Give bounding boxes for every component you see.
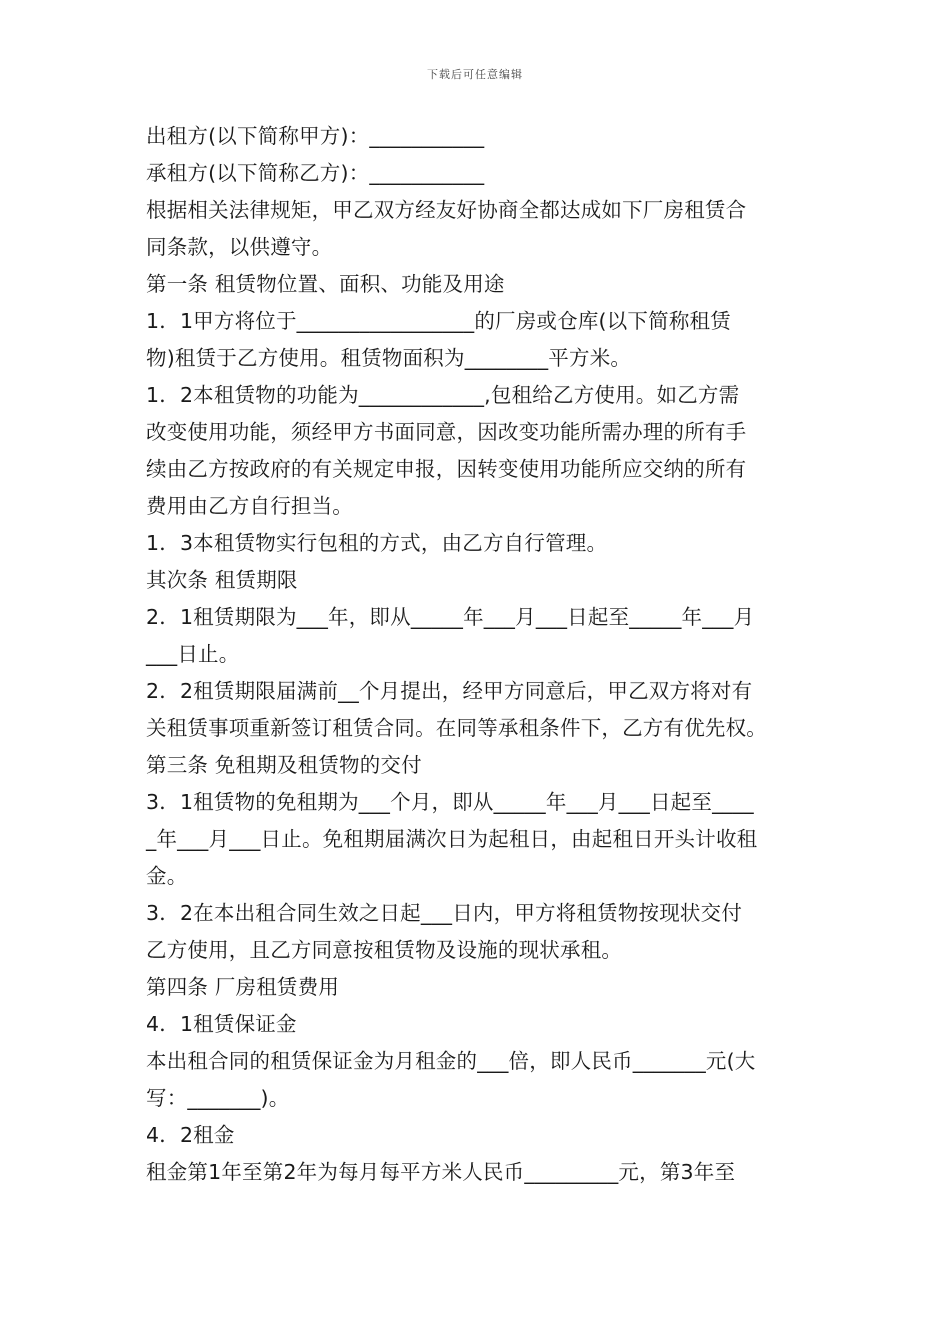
- text-line: 3．1租赁物的免租期为___个月，即从_____年___月___日起至____: [146, 790, 754, 814]
- text-line: _年___月___日止。免租期届满次日为起租日，由起租日开头计收租: [146, 827, 758, 851]
- section-heading: 第三条 免租期及租赁物的交付: [146, 753, 422, 777]
- text-line: 1．3本租赁物实行包租的方式，由乙方自行管理。: [146, 531, 608, 555]
- text-line: 租金第1年至第2年为每月每平方米人民币_________元，第3年至: [146, 1160, 736, 1184]
- text-line: 关租赁事项重新签订租赁合同。在同等承租条件下，乙方有优先权。: [146, 716, 767, 740]
- text-line: 1．2本租赁物的功能为____________,包租给乙方使用。如乙方需: [146, 383, 740, 407]
- text-line: 1．1甲方将位于_________________的厂房或仓库(以下简称租赁: [146, 309, 731, 333]
- text-line: 同条款，以供遵守。: [146, 235, 333, 259]
- page-header-note: 下载后可任意编辑: [427, 68, 523, 81]
- section-heading: 其次条 租赁期限: [146, 568, 298, 592]
- text-line: 承租方(以下简称乙方)：___________: [146, 161, 485, 185]
- text-line: 2．1租赁期限为___年，即从_____年___月___日起至_____年___月: [146, 605, 755, 629]
- text-line: ___日止。: [146, 642, 240, 666]
- text-line: 乙方使用，且乙方同意按租赁物及设施的现状承租。: [146, 938, 623, 962]
- text-line: 写：_______)。: [146, 1086, 290, 1110]
- text-line: 根据相关法律规矩，甲乙双方经友好协商全都达成如下厂房租赁合: [146, 198, 747, 222]
- text-line: 费用由乙方自行担当。: [146, 494, 353, 518]
- text-line: 金。: [146, 864, 188, 888]
- text-line: 改变使用功能，须经甲方书面同意，因改变功能所需办理的所有手: [146, 420, 747, 444]
- section-heading: 第一条 租赁物位置、面积、功能及用途: [146, 272, 505, 296]
- text-line: 本出租合同的租赁保证金为月租金的___倍，即人民币_______元(大: [146, 1049, 756, 1073]
- text-line: 出租方(以下简称甲方)：___________: [146, 124, 485, 148]
- text-line: 4．1租赁保证金: [146, 1012, 297, 1036]
- text-line: 4．2租金: [146, 1123, 235, 1147]
- section-heading: 第四条 厂房租赁费用: [146, 975, 340, 999]
- text-line: 物)租赁于乙方使用。租赁物面积为________平方米。: [146, 346, 632, 370]
- contract-body: [146, 118, 810, 1191]
- text-line: 2．2租赁期限届满前__个月提出，经甲方同意后，甲乙双方将对有: [146, 679, 753, 703]
- text-line: 3．2在本出租合同生效之日起___日内，甲方将租赁物按现状交付: [146, 901, 743, 925]
- text-line: 续由乙方按政府的有关规定申报，因转变使用功能所应交纳的所有: [146, 457, 747, 481]
